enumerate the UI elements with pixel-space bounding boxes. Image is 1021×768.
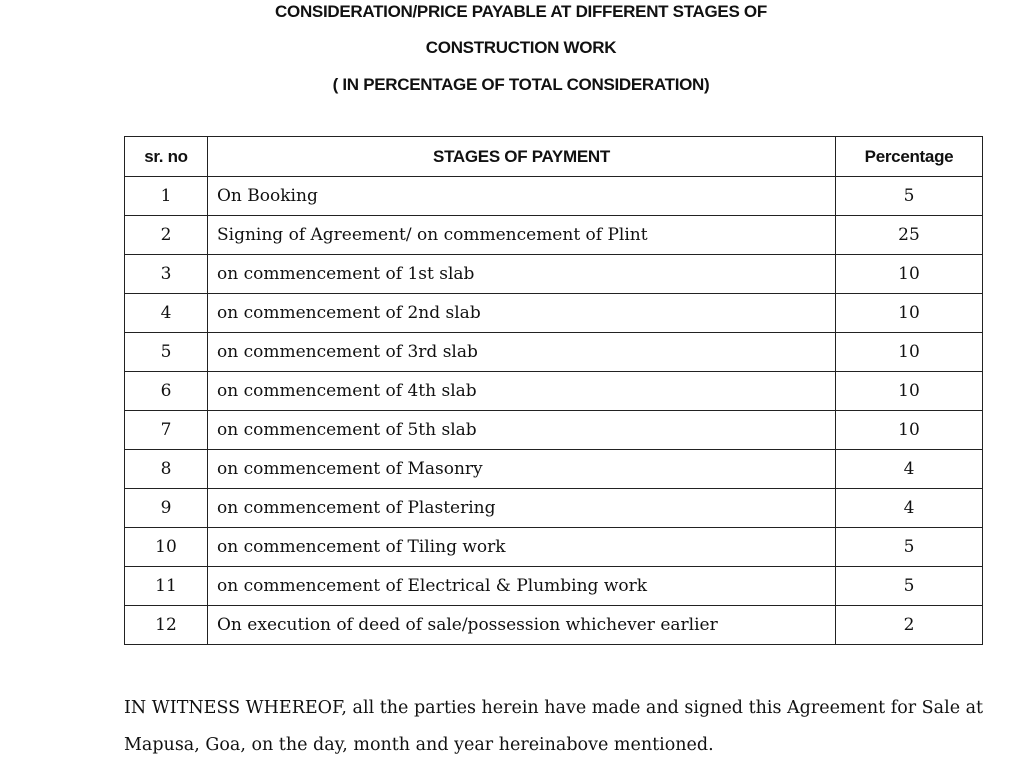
row-sr-no: 12 [125,606,208,645]
row-sr-no: 5 [125,333,208,372]
row-stage: On Booking [208,177,836,216]
row-stage: on commencement of 2nd slab [208,294,836,333]
row-percentage: 5 [836,567,983,606]
row-sr-no: 2 [125,216,208,255]
row-percentage: 5 [836,177,983,216]
row-stage: Signing of Agreement/ on commencement of Plint [208,216,836,255]
row-percentage: 5 [836,528,983,567]
row-percentage: 10 [836,255,983,294]
document-heading-line-3: ( IN PERCENTAGE OF TOTAL CONSIDERATION) [332,75,710,94]
table-row [125,528,983,567]
table-row [125,177,983,216]
row-sr-no: 4 [125,294,208,333]
row-sr-no: 11 [125,567,208,606]
row-stage: on commencement of Electrical & Plumbing work [208,567,836,606]
row-percentage: 10 [836,411,983,450]
row-stage: on commencement of Tiling work [208,528,836,567]
row-stage: on commencement of 5th slab [208,411,836,450]
row-percentage: 10 [836,333,983,372]
row-sr-no: 1 [125,177,208,216]
row-stage: On execution of deed of sale/possession whichever earlier [208,606,836,645]
row-sr-no: 6 [125,372,208,411]
row-stage: on commencement of 4th slab [208,372,836,411]
header-sr-no: sr. no [125,137,208,177]
row-percentage: 25 [836,216,983,255]
row-percentage: 4 [836,450,983,489]
table-row [125,216,983,255]
row-stage: on commencement of 1st slab [208,255,836,294]
row-sr-no: 10 [125,528,208,567]
witness-paragraph: IN WITNESS WHEREOF, all the parties herein have made and signed this Agreement for Sale at Mapusa, Goa, on the day, month and year hereinabove mentioned. [124,698,984,755]
row-sr-no: 9 [125,489,208,528]
table-row [125,372,983,411]
document-heading-line-2: CONSTRUCTION WORK [425,38,617,57]
row-stage: on commencement of 3rd slab [208,333,836,372]
table-row [125,450,983,489]
table-row [125,411,983,450]
table-row [125,489,983,528]
table-header-row [125,137,983,177]
row-percentage: 10 [836,372,983,411]
payment-stages-table [124,136,983,645]
row-stage: on commencement of Plastering [208,489,836,528]
table-row [125,333,983,372]
row-sr-no: 8 [125,450,208,489]
row-percentage: 10 [836,294,983,333]
table-row [125,255,983,294]
table-row [125,567,983,606]
document-heading-line-1: CONSIDERATION/PRICE PAYABLE AT DIFFERENT STAGES OF [275,2,767,21]
row-sr-no: 7 [125,411,208,450]
row-stage: on commencement of Masonry [208,450,836,489]
row-percentage: 4 [836,489,983,528]
row-sr-no: 3 [125,255,208,294]
row-percentage: 2 [836,606,983,645]
table-row [125,294,983,333]
header-stages-of-payment: STAGES OF PAYMENT [208,137,836,177]
table-row [125,606,983,645]
header-percentage: Percentage [836,137,983,177]
